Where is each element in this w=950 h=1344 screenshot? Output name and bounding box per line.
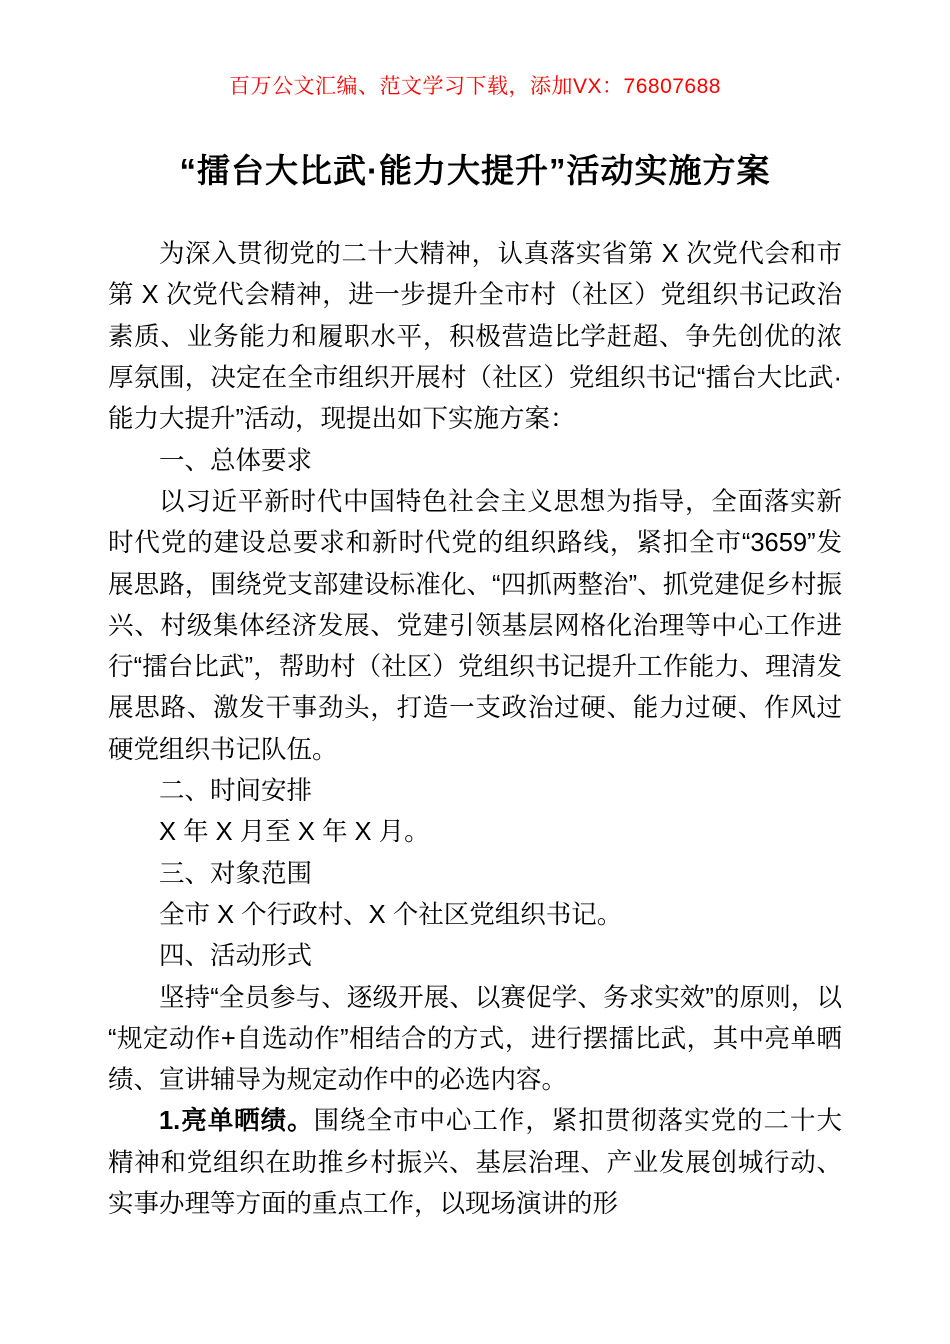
- paragraph-section-3: 全市 X 个行政村、X 个社区党组织书记。: [159, 900, 623, 929]
- heading-section-1: 一、总体要求: [159, 446, 313, 475]
- heading-section-4: 四、活动形式: [159, 942, 313, 971]
- heading-section-3: 三、对象范围: [159, 859, 313, 888]
- list-item-1-lead: 1.亮单晒绩。: [159, 1107, 314, 1136]
- paragraph-intro: 为深入贯彻党的二十大精神，认真落实省第 X 次党代会和市第 X 次党代会精神，进一步提升全市村（社区）党组织书记政治素质、业务能力和履职水平，积极营造比学赶超、争先创优的浓厚氛围，决定在全市组织开展村（社区）党组织书记“擂台大比武·能力大提升”活动，现提出如下实施方案：: [108, 240, 842, 434]
- watermark-text: 百万公文汇编、范文学习下载，添加VX：76807688: [229, 75, 721, 98]
- paragraph-section-1: 以习近平新时代中国特色社会主义思想为指导，全面落实新时代党的建设总要求和新时代党的组织路线，紧扣全市“3659”发展思路，围绕党支部建设标准化、“四抓两整治”、抓党建促乡村振兴、村级集体经济发展、党建引领基层网格化治理等中心工作进行“擂台比武”，帮助村（社区）党组织书记提升工作能力、理清发展思路、激发干事劲头，打造一支政治过硬、能力过硬、作风过硬党组织书记队伍。: [108, 487, 842, 764]
- list-item-1: [108, 1101, 842, 1225]
- heading-section-2: 二、时间安排: [159, 777, 313, 806]
- page-title: “擂台大比武·能力大提升”活动实施方案: [179, 152, 771, 189]
- list-item-1-text: 围绕全市中心工作，紧扣贯彻落实党的二十大精神和党组织在助推乡村振兴、基层治理、产业发展创城行动、实事办理等方面的重点工作，以现场演讲的形: [108, 1107, 842, 1219]
- paragraph-section-2: X 年 X 月至 X 年 X 月。: [159, 818, 430, 847]
- paragraph-section-4: 坚持“全员参与、逐级开展、以赛促学、务求实效”的原则，以“规定动作+自选动作”相结合的方式，进行摆擂比武，其中亮单晒绩、宣讲辅导为规定动作中的必选内容。: [108, 983, 842, 1095]
